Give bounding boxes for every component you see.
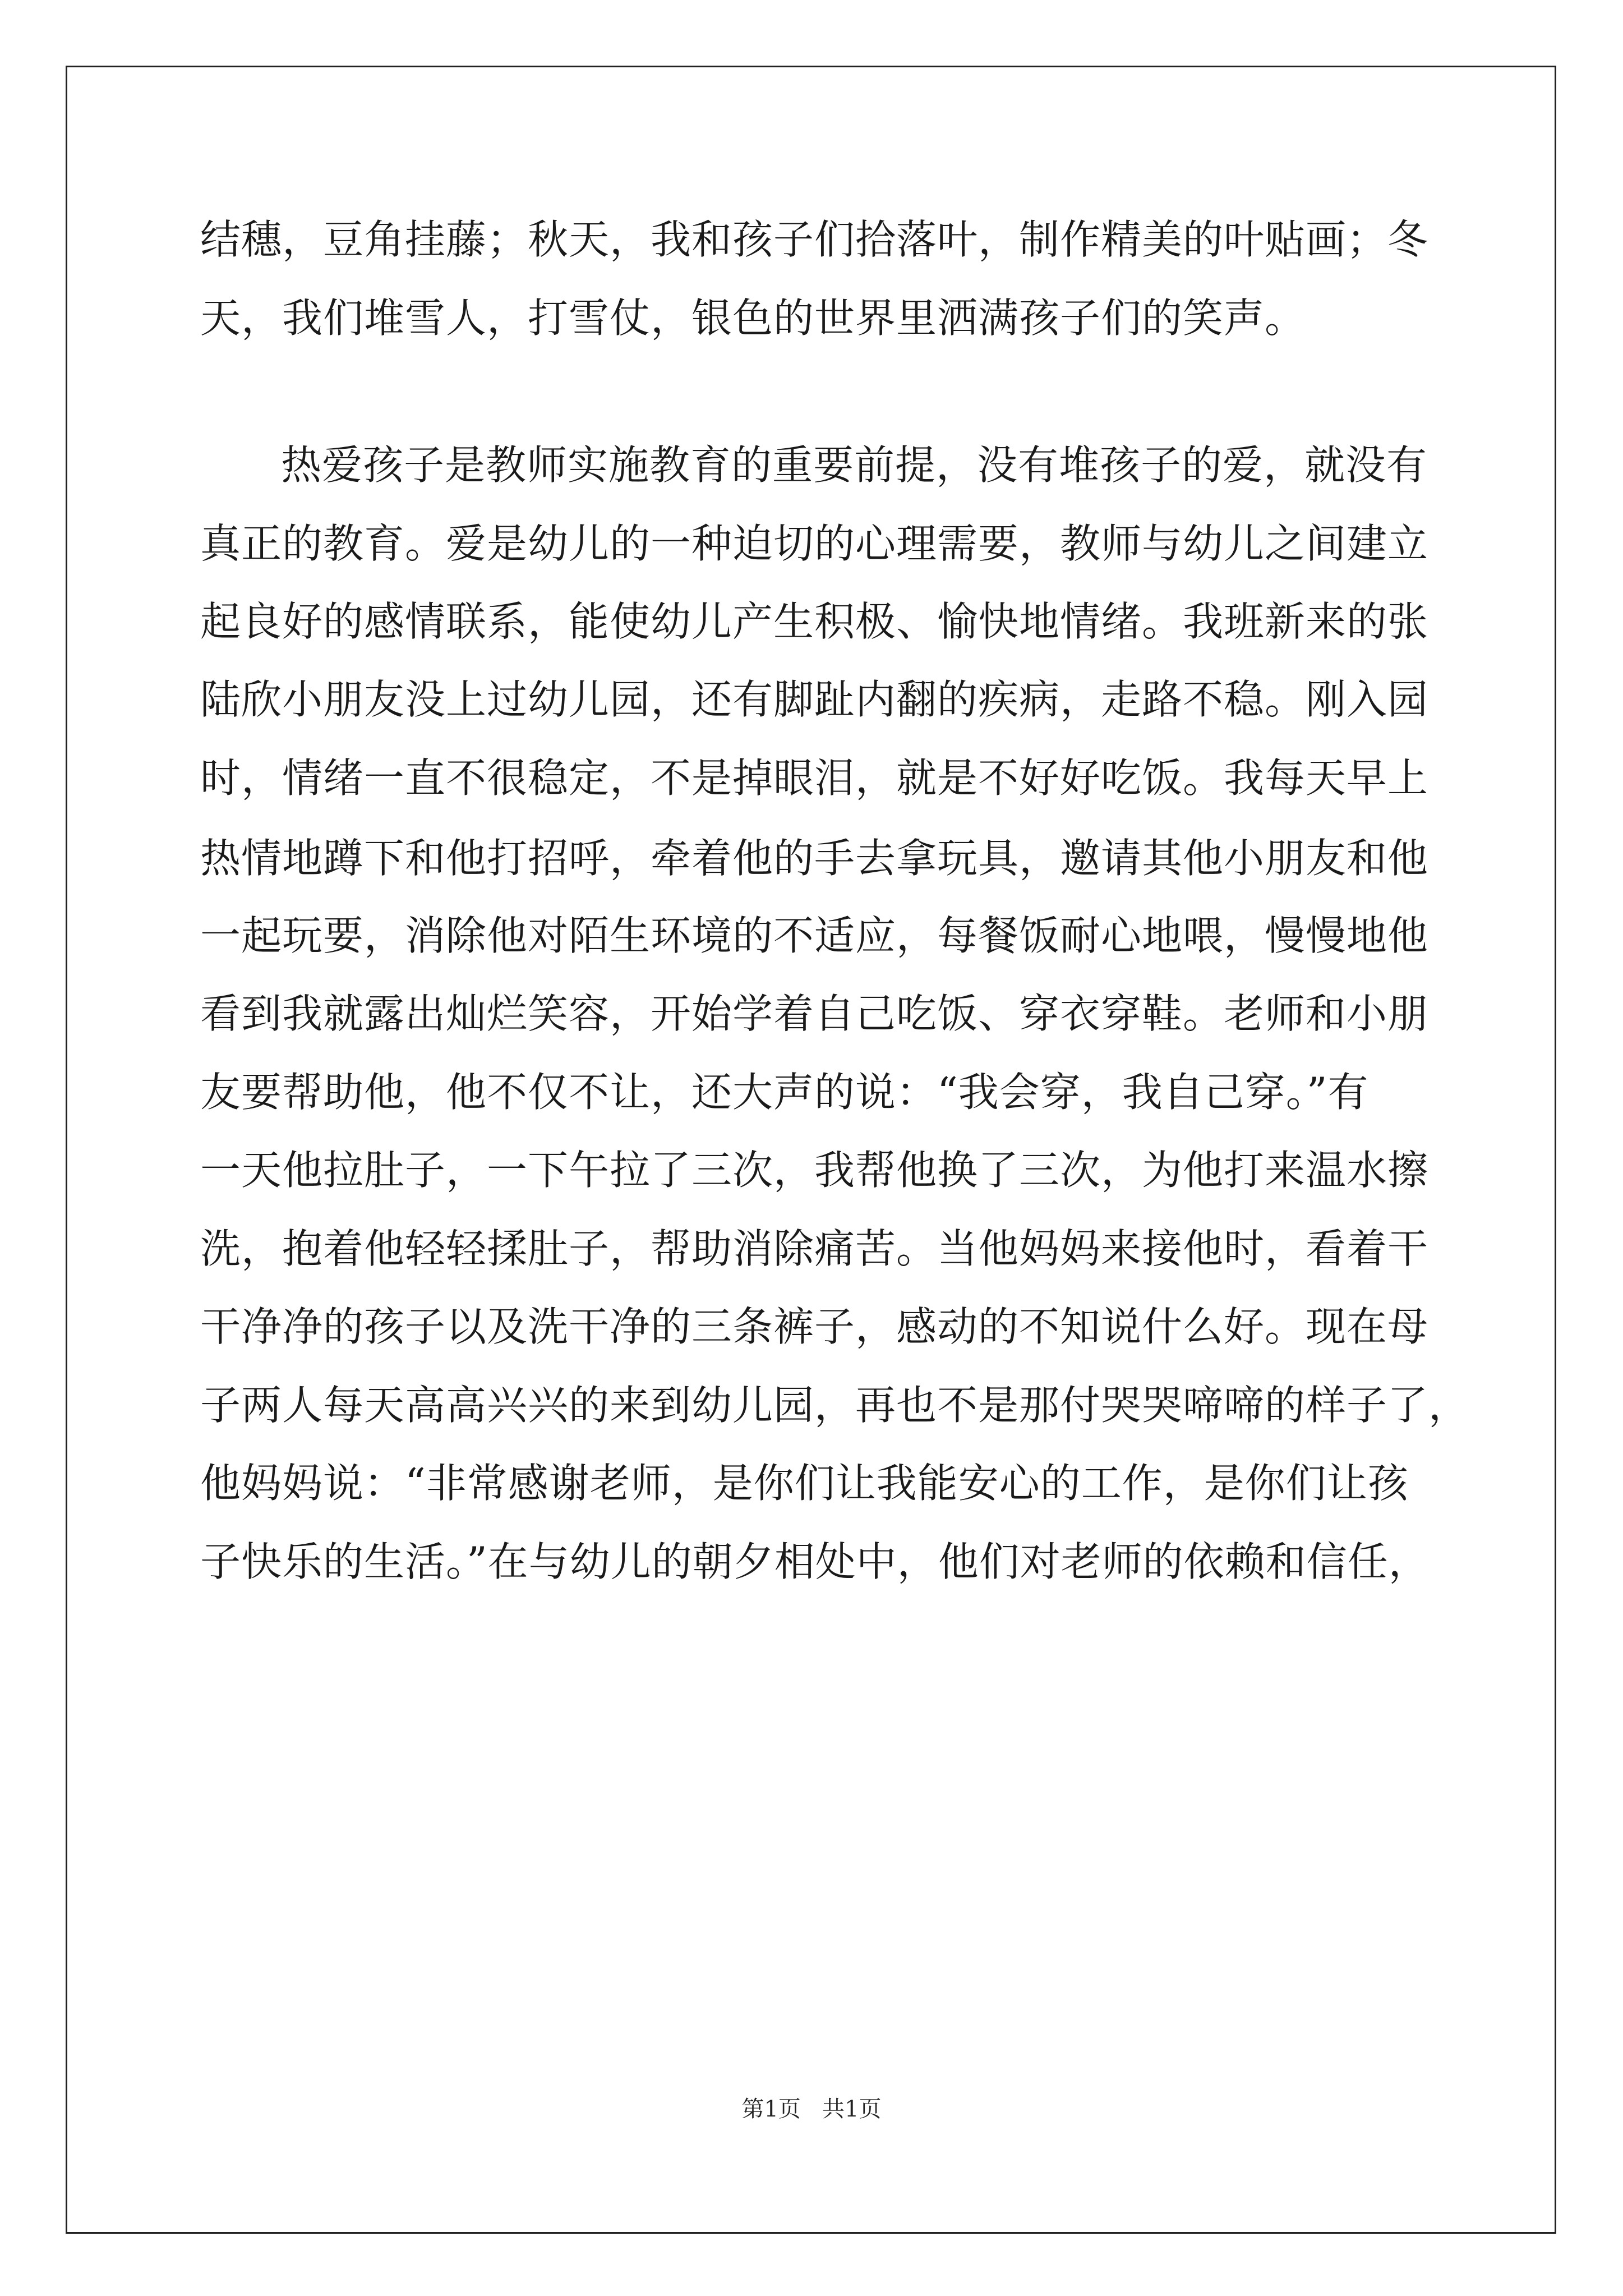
text-line: 起良好的感情联系，能使幼儿产生积极、愉快地情绪。我班新来的张	[200, 598, 1429, 645]
paragraph-first-line: 热爱孩子是教师实施教育的重要前提，没有堆孩子的爱，就没有	[281, 441, 1428, 489]
text-line: 真正的教育。爱是幼儿的一种迫切的心理需要，教师与幼儿之间建立	[200, 520, 1429, 567]
text-line: 友要帮助他，他不仅不让，还大声的说：“我会穿，我自己穿。”有	[200, 1069, 1369, 1116]
text-line: 看到我就露出灿烂笑容，开始学着自己吃饭、穿衣穿鞋。老师和小朋	[200, 990, 1429, 1037]
text-line: 热情地蹲下和他打招呼，牵着他的手去拿玩具，邀请其他小朋友和他	[200, 835, 1429, 882]
text-line: 一起玩要，消除他对陌生环境的不适应，每餐饭耐心地喂，慢慢地他	[200, 912, 1429, 959]
text-line: 天，我们堆雪人，打雪仗，银色的世界里洒满孩子们的笑声。	[200, 295, 1306, 342]
text-line: 洗，抱着他轻轻揉肚子，帮助消除痛苦。当他妈妈来接他时，看着干	[200, 1225, 1429, 1272]
text-line: 陆欣小朋友没上过幼儿园，还有脚趾内翻的疾病，走路不稳。刚入园	[200, 676, 1429, 723]
text-line: 干净净的孩子以及洗干净的三条裤子，感动的不知说什么好。现在母	[200, 1303, 1429, 1350]
text-line: 一天他拉肚子，一下午拉了三次，我帮他换了三次，为他打来温水擦	[200, 1147, 1429, 1194]
text-line: 时，情绪一直不很稳定，不是掉眼泪，就是不好好吃饭。我每天早上	[200, 754, 1429, 802]
text-line: 他妈妈说：“非常感谢老师，是你们让我能安心的工作，是你们让孩	[200, 1460, 1409, 1507]
text-line: 结穗，豆角挂藤；秋天，我和孩子们拾落叶，制作精美的叶贴画；冬	[200, 216, 1429, 263]
page-number-footer: 第1页 共1页	[741, 2096, 882, 2122]
text-line: 子快乐的生活。”在与幼儿的朝夕相处中，他们对老师的依赖和信任，	[200, 1538, 1430, 1585]
text-line: 子两人每天高高兴兴的来到幼儿园，再也不是那付哭哭啼啼的样子了，	[200, 1382, 1470, 1429]
